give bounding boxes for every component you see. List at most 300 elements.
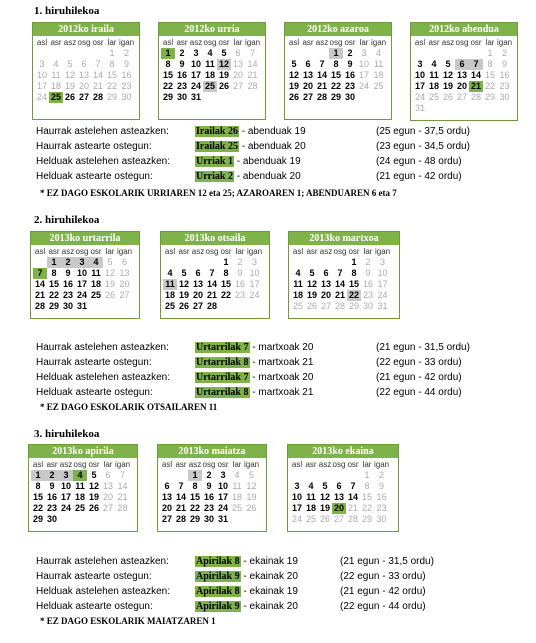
calendar-2013-maiatza	[157, 444, 267, 532]
calendar-day: 30	[362, 301, 373, 311]
weekday-label: asz	[59, 460, 73, 469]
schedule-row: Haurrak astearte ostegun:	[36, 357, 152, 368]
weekday-label: osg	[203, 38, 217, 47]
no-school-note: * EZ DAGO ESKOLARIK MAIATZAREN 1	[40, 616, 216, 626]
weekday-label: asl	[161, 460, 173, 469]
calendar-day: 1	[109, 48, 115, 58]
calendar-week	[31, 503, 130, 514]
calendar-day: 5	[445, 59, 451, 69]
calendar-day: 27	[119, 290, 130, 300]
weekday-label: igan	[119, 38, 135, 47]
weekday-label: osg	[205, 247, 219, 256]
calendar-day: 22	[162, 81, 173, 91]
calendar-day: 24	[377, 290, 388, 300]
calendar-day: 30	[46, 514, 57, 524]
calendar-day: 15	[330, 70, 341, 80]
weekday-label: asr	[302, 38, 314, 47]
calendar-day	[89, 301, 103, 312]
calendar-day: 16	[62, 279, 73, 289]
calendar-day: 26	[64, 92, 75, 102]
schedule-summary: (25 egun - 37,5 ordu)	[376, 126, 470, 137]
weekday-label: igan	[247, 247, 263, 256]
calendar-week	[161, 81, 260, 92]
calendar-day: 15	[48, 279, 59, 289]
calendar-day: 20	[102, 492, 113, 502]
calendar-day: 23	[176, 81, 187, 91]
calendar-day: 15	[162, 70, 173, 80]
schedule-summary: (22 egun - 33 ordu)	[376, 357, 462, 368]
weekday-label: asz	[191, 247, 205, 256]
calendar-day: 18	[50, 81, 61, 91]
calendar-day: 29	[48, 301, 59, 311]
calendar-day: 9	[179, 59, 185, 69]
calendar-day	[357, 92, 371, 103]
calendar-day: 29	[330, 92, 341, 102]
calendar-day: 22	[330, 81, 341, 91]
weekday-label: lar	[233, 38, 243, 47]
calendar-day: 11	[373, 59, 384, 69]
schedule-summary: (21 egun - 42 ordu)	[376, 171, 462, 182]
weekday-label: osg	[75, 247, 89, 256]
calendar-day: 30	[344, 92, 355, 102]
calendar-day: 26	[246, 503, 257, 513]
weekday-label: osr	[88, 460, 100, 469]
calendar-day: 23	[499, 81, 510, 91]
calendar-day: 28	[316, 92, 327, 102]
calendar-day: 27	[192, 301, 203, 311]
calendar-grid	[31, 459, 130, 525]
calendar-day: 26	[88, 503, 99, 513]
calendar-day: 13	[456, 70, 467, 80]
calendar-day: 1	[364, 470, 370, 480]
calendar-week	[160, 470, 259, 481]
calendar-grid	[413, 37, 512, 114]
schedule-range: Irailak 25 - abenduak 20	[196, 141, 306, 152]
calendar-day: 19	[218, 70, 229, 80]
schedule-summary: (24 egun - 48 ordu)	[376, 156, 462, 167]
calendar-day: 22	[189, 503, 200, 513]
calendar-week	[33, 290, 132, 301]
calendar-day: 30	[376, 514, 387, 524]
calendar-day: 14	[334, 279, 345, 289]
calendar-day: 15	[189, 492, 200, 502]
calendar-week	[161, 48, 260, 59]
weekday-label: lar	[235, 247, 245, 256]
calendar-day: 26	[104, 290, 115, 300]
schedule-range: Irailak 26 - abenduak 19	[196, 126, 306, 137]
calendar-week	[31, 470, 130, 481]
start-date-highlight: Urtarrilak 7	[196, 372, 249, 383]
calendar-week	[33, 279, 132, 290]
calendar-day: 28	[117, 503, 128, 513]
calendar-day: 11	[306, 492, 316, 502]
weekday-label: igan	[374, 460, 390, 469]
calendar-day	[244, 514, 259, 525]
calendar-week	[287, 59, 386, 70]
calendar-day: 11	[232, 481, 242, 491]
calendar-day: 27	[302, 92, 313, 102]
calendar-day: 27	[333, 514, 344, 524]
weekday-label: osr	[220, 247, 232, 256]
calendar-day: 10	[76, 268, 87, 278]
calendar-day: 31	[76, 301, 87, 311]
calendar-day: 19	[319, 503, 330, 513]
calendar-day: 23	[121, 81, 132, 91]
calendar-title: 2012ko iraila	[33, 23, 139, 36]
weekday-label: asl	[162, 38, 174, 47]
calendar-2012-abendua	[410, 22, 518, 121]
calendar-day: 9	[502, 59, 508, 69]
calendar-day: 23	[376, 503, 387, 513]
calendar-day: 15	[361, 492, 372, 502]
schedule-row: Helduak astelehen asteazken:	[36, 156, 170, 167]
calendar-day: 7	[469, 59, 483, 70]
calendar-day: 24	[190, 81, 201, 91]
calendar-day: 12	[218, 59, 229, 69]
weekday-label: igan	[497, 38, 513, 47]
calendar-day: 31	[377, 301, 388, 311]
calendar-day: 23	[46, 503, 57, 513]
calendar-day: 16	[176, 70, 187, 80]
calendar-day: 17	[414, 81, 425, 91]
calendar-day: 17	[217, 492, 228, 502]
calendar-day: 29	[162, 92, 173, 102]
calendar-day: 1	[223, 257, 229, 267]
calendar-week	[290, 514, 389, 525]
schedule-range: Urriak 2 - abenduak 20	[196, 171, 301, 182]
weekday-label: asz	[318, 460, 332, 469]
calendar-day: 8	[351, 268, 357, 278]
calendar-day: 7	[250, 48, 256, 58]
calendar-week	[413, 48, 512, 59]
calendar-day: 12	[306, 279, 317, 289]
calendar-day	[427, 103, 441, 114]
weekday-label: asl	[164, 247, 176, 256]
start-date-highlight: Apirilak 8	[196, 556, 240, 567]
calendar-day: 15	[32, 492, 43, 502]
calendar-day: 3	[220, 470, 226, 480]
calendar-day: 31	[414, 103, 425, 113]
calendar-day: 13	[232, 59, 243, 69]
calendar-day: 10	[414, 70, 425, 80]
weekday-label: osr	[344, 38, 356, 47]
calendar-day: 13	[302, 70, 313, 80]
calendar-day: 3	[39, 59, 45, 69]
schedule-range: Apirilak 8 - ekainak 19	[196, 586, 298, 597]
calendar-day: 1	[31, 470, 45, 481]
calendar-day: 31	[190, 92, 201, 102]
calendar-day: 10	[60, 481, 71, 491]
start-date-highlight: Urriak 2	[196, 171, 233, 182]
calendar-day: 10	[358, 59, 369, 69]
calendar-day: 19	[104, 279, 115, 289]
calendar-week	[35, 59, 134, 70]
calendar-day: 5	[322, 481, 328, 491]
calendar-day: 2	[365, 257, 371, 267]
calendar-day: 21	[206, 290, 217, 300]
calendar-day: 28	[175, 514, 186, 524]
calendar-week	[33, 257, 132, 268]
calendar-day: 17	[377, 279, 388, 289]
calendar-day: 13	[192, 279, 203, 289]
calendar-week	[291, 268, 390, 279]
calendar-day: 12	[64, 70, 75, 80]
calendar-day: 27	[456, 92, 467, 102]
calendar-day: 4	[376, 48, 382, 58]
schedule-row: Helduak astearte ostegun:	[36, 387, 153, 398]
calendar-day: 13	[161, 492, 172, 502]
calendar-grid	[287, 37, 386, 103]
calendar-week	[161, 59, 260, 70]
calendar-day: 25	[373, 81, 384, 91]
calendar-day: 3	[417, 59, 423, 69]
calendar-day: 18	[428, 81, 439, 91]
weekday-label: lar	[359, 38, 369, 47]
calendar-day	[205, 257, 219, 268]
calendar-day	[469, 48, 483, 59]
calendar-day	[77, 48, 91, 59]
calendar-day: 24	[60, 503, 71, 513]
calendar-day: 5	[67, 59, 73, 69]
calendar-day	[287, 48, 301, 59]
calendar-day: 17	[249, 279, 260, 289]
weekday-label: osr	[90, 247, 102, 256]
calendar-day: 18	[90, 279, 101, 289]
calendar-day: 18	[204, 70, 215, 80]
calendar-day: 14	[206, 279, 217, 289]
schedule-summary: (23 egun - 34,5 ordu)	[376, 141, 470, 152]
weekday-label: osr	[348, 247, 360, 256]
start-date-highlight: Urtarrilak 7	[196, 342, 249, 353]
calendar-day: 17	[76, 279, 87, 289]
section-3-title: 3. hiruhilekoa	[34, 428, 100, 440]
calendar-day: 2	[237, 257, 243, 267]
calendar-day: 28	[347, 514, 358, 524]
calendar-day: 19	[64, 81, 75, 91]
no-school-note: * EZ DAGO ESKOLARIK OTSAILAREN 11	[40, 402, 218, 412]
calendar-day: 7	[337, 268, 343, 278]
calendar-day: 20	[161, 503, 172, 513]
calendar-day: 18	[74, 492, 85, 502]
calendar-day: 19	[178, 290, 189, 300]
calendar-day: 22	[484, 81, 495, 91]
calendar-day: 12	[178, 279, 189, 289]
weekday-label: asl	[414, 38, 426, 47]
weekday-label: asr	[46, 460, 58, 469]
calendar-day: 1	[329, 48, 343, 59]
calendar-day	[191, 257, 205, 268]
calendar-day: 23	[344, 81, 355, 91]
schedule-row: Helduak astearte ostegun:	[36, 171, 153, 182]
calendar-day: 7	[33, 268, 47, 279]
calendar-week	[163, 257, 262, 268]
calendar-week	[413, 59, 512, 70]
calendar-day	[160, 470, 174, 481]
calendar-day: 29	[106, 92, 117, 102]
start-date-highlight: Apirilak 9	[196, 601, 240, 612]
calendar-day: 24	[414, 92, 425, 102]
calendar-day: 7	[319, 59, 325, 69]
schedule-summary: (22 egun - 44 ordu)	[340, 601, 426, 612]
calendar-day: 29	[189, 514, 200, 524]
weekday-label: asz	[61, 247, 75, 256]
calendar-2013-otsaila	[160, 231, 270, 319]
calendar-day: 29	[361, 514, 372, 524]
calendar-day: 27	[320, 301, 331, 311]
calendar-day: 16	[121, 70, 132, 80]
calendar-day: 26	[306, 301, 317, 311]
calendar-week	[291, 257, 390, 268]
calendar-day: 22	[48, 290, 59, 300]
calendar-week	[287, 70, 386, 81]
calendar-week	[33, 301, 132, 312]
calendar-day: 25	[90, 290, 101, 300]
start-date-highlight: Urtarrilak 8	[196, 357, 249, 368]
calendar-day: 26	[442, 92, 453, 102]
calendar-day: 30	[62, 301, 73, 311]
calendar-day: 13	[333, 492, 344, 502]
calendar-week	[163, 301, 262, 312]
calendar-day: 6	[336, 481, 342, 491]
calendar-week	[413, 92, 512, 103]
calendar-week	[160, 492, 259, 503]
schedule-summary: (21 egun - 31,5 ordu)	[340, 556, 434, 567]
calendar-day: 29	[32, 514, 43, 524]
calendar-day: 16	[362, 279, 373, 289]
calendar-day: 24	[36, 92, 47, 102]
calendar-week	[35, 92, 134, 103]
calendar-day: 17	[190, 70, 201, 80]
calendar-day: 12	[246, 481, 257, 491]
calendar-day: 4	[73, 470, 87, 481]
weekday-label: asl	[32, 460, 44, 469]
schedule-range: Urtarrilak 8 - martxoak 21	[196, 387, 314, 398]
calendar-grid	[35, 37, 134, 103]
calendar-day: 14	[347, 492, 358, 502]
calendar-day	[332, 470, 346, 481]
calendar-day	[371, 92, 386, 103]
calendar-day: 30	[203, 514, 214, 524]
calendar-day	[73, 514, 87, 525]
calendar-day	[305, 257, 319, 268]
calendar-day: 11	[51, 70, 61, 80]
calendar-day: 22	[32, 503, 43, 513]
calendar-day: 26	[178, 301, 189, 311]
start-date-highlight: Irailak 25	[196, 141, 238, 152]
calendar-day: 11	[91, 268, 101, 278]
calendar-week	[163, 290, 262, 301]
calendar-day: 28	[470, 92, 481, 102]
calendar-day: 20	[192, 290, 203, 300]
calendar-week	[160, 481, 259, 492]
calendar-day: 27	[78, 92, 89, 102]
weekday-label: asz	[315, 38, 329, 47]
weekday-label: asr	[178, 247, 190, 256]
calendar-day: 16	[499, 70, 510, 80]
calendar-day: 20	[302, 81, 313, 91]
calendar-day: 5	[221, 48, 227, 58]
weekday-label: igan	[371, 38, 387, 47]
calendar-day: 27	[232, 81, 243, 91]
calendar-day: 19	[306, 290, 317, 300]
calendar-day	[247, 301, 262, 312]
calendar-day: 8	[487, 59, 493, 69]
calendar-day: 25	[50, 92, 61, 102]
calendar-day	[91, 48, 105, 59]
calendar-day	[101, 514, 115, 525]
calendar-day: 21	[117, 492, 128, 502]
calendar-2012-azaroa	[284, 22, 392, 120]
weekday-label: igan	[245, 38, 261, 47]
calendar-day: 23	[62, 290, 73, 300]
calendar-day	[177, 257, 191, 268]
calendar-day: 25	[204, 81, 215, 91]
calendar-2012-urria	[158, 22, 266, 120]
calendar-day	[87, 514, 101, 525]
calendar-day	[63, 48, 77, 59]
calendar-day: 3	[294, 481, 300, 491]
weekday-label: lar	[363, 247, 373, 256]
calendar-day: 1	[188, 470, 202, 481]
calendar-day: 3	[380, 257, 386, 267]
calendar-week	[290, 470, 389, 481]
calendar-day: 25	[74, 503, 85, 513]
calendar-day: 30	[499, 92, 510, 102]
calendar-day: 10	[36, 70, 47, 80]
calendar-week	[287, 81, 386, 92]
schedule-range: Apirilak 9 - ekainak 20	[196, 601, 298, 612]
calendar-day: 15	[484, 70, 495, 80]
calendar-day	[346, 470, 360, 481]
calendar-day	[233, 301, 247, 312]
calendar-day: 4	[167, 268, 173, 278]
calendar-day: 13	[102, 481, 113, 491]
calendar-day	[318, 470, 332, 481]
calendar-day: 14	[470, 70, 481, 80]
weekday-label: osr	[347, 460, 359, 469]
calendar-day: 11	[163, 279, 177, 290]
calendar-day: 28	[334, 301, 345, 311]
calendar-day: 7	[350, 481, 356, 491]
weekday-label: asr	[50, 38, 62, 47]
weekday-label: igan	[375, 247, 391, 256]
calendar-day: 11	[429, 70, 439, 80]
calendar-day: 19	[288, 81, 299, 91]
calendar-day: 28	[206, 301, 217, 311]
section-2-title: 2. hiruhilekoa	[34, 214, 100, 226]
calendar-day: 9	[365, 268, 371, 278]
calendar-day: 24	[217, 503, 228, 513]
calendar-day	[483, 103, 497, 114]
schedule-summary: (21 egun - 31,5 ordu)	[376, 342, 470, 353]
calendar-week	[31, 514, 130, 525]
weekday-label: lar	[105, 247, 115, 256]
weekday-label: igan	[115, 460, 131, 469]
calendar-day: 27	[161, 514, 172, 524]
calendar-day: 7	[120, 470, 126, 480]
calendar-day	[219, 301, 233, 312]
schedule-row: Helduak astearte ostegun:	[36, 601, 153, 612]
calendar-day: 1	[161, 48, 175, 59]
calendar-day: 5	[181, 268, 187, 278]
weekday-label: osg	[332, 460, 346, 469]
calendar-day: 10	[190, 59, 201, 69]
calendar-day: 15	[348, 279, 359, 289]
calendar-week	[413, 103, 512, 114]
calendar-day: 20	[119, 279, 130, 289]
calendar-day: 24	[291, 514, 302, 524]
calendar-day: 11	[205, 59, 215, 69]
